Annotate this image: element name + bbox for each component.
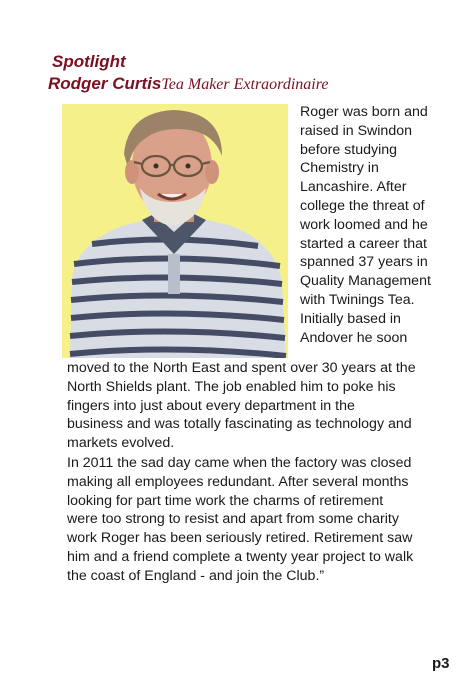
article-line: with Twinings Tea. — [300, 291, 415, 308]
article-line: North Shields plant. The job enabled him to poke his — [67, 378, 396, 395]
article-line: moved to the North East and spent over 30 years at the — [67, 360, 416, 376]
article-line: work Roger has been seriously retired. Retirement saw — [67, 530, 413, 547]
article-paragraph-1 — [67, 359, 452, 453]
article-line: work loomed and he — [300, 216, 428, 233]
article-line: were too strong to resist and apart from some charity — [67, 511, 399, 528]
article-line: spanned 37 years in — [300, 254, 428, 271]
article-line: Initially based in — [300, 310, 401, 327]
article-line: Quality Management — [300, 273, 431, 290]
article-line: raised in Swindon — [300, 122, 412, 139]
article-line: started a career that — [300, 235, 427, 252]
article-side-column — [300, 103, 450, 347]
article-line: looking for part time work the charms of retirement — [67, 492, 384, 509]
spotlight-heading: Spotlight — [52, 52, 126, 71]
article-line: fingers into just about every department in the — [67, 397, 355, 414]
article-line: markets evolved. — [67, 435, 175, 452]
article-line: Andover he soon — [300, 329, 408, 346]
portrait-photo — [62, 104, 288, 358]
article-line: making all employees redundant. After several months — [67, 473, 409, 490]
article-line: Chemistry in — [300, 160, 379, 177]
article-line: before studying — [300, 141, 398, 158]
person-role: Tea Maker Extraordinaire — [161, 76, 329, 93]
article-line: him and a friend complete a twenty year project to walk — [67, 548, 414, 565]
article-line: Lancashire. After — [300, 179, 407, 196]
article-paragraph-2 — [67, 454, 452, 586]
article-line: college the threat of — [300, 197, 425, 214]
page-number: p3 — [432, 655, 450, 672]
article-line: the coast of England - and join the Club.” — [67, 567, 325, 584]
article-line: business and was totally fascinating as technology and — [67, 416, 412, 433]
article-line: In 2011 the sad day came when the factory was closed — [67, 455, 412, 471]
article-line: Roger was born and — [300, 104, 428, 120]
title-line — [48, 73, 328, 96]
person-name: Rodger Curtis — [48, 74, 162, 93]
